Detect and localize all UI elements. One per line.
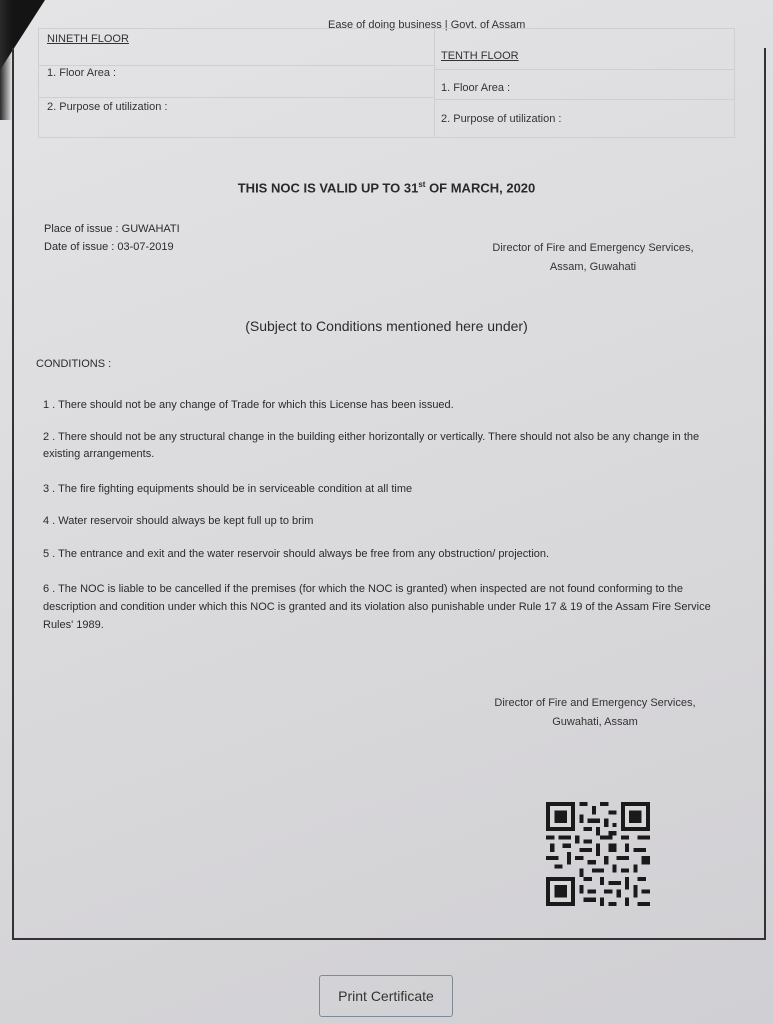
validity-suffix: OF MARCH, 2020 <box>425 180 536 196</box>
condition-item: 1 . There should not be any change of Trade for which this License has been issued. <box>43 399 454 411</box>
photo-shadow-edge <box>0 0 12 120</box>
condition-item: 6 . The NOC is liable to be cancelled if the premises (for which the NOC is granted) when inspected are not found conforming to the description and condition under which this NOC is granted and its violation also punishable under Rule 17 & 19 of the Assam Fire Service Rules' 1989. <box>43 583 711 631</box>
print-certificate-button[interactable]: Print Certificate <box>319 975 453 1017</box>
signature-block-top <box>478 239 708 277</box>
conditions-title: CONDITIONS : <box>36 358 112 370</box>
date-of-issue: Date of issue : 03-07-2019 <box>44 241 174 253</box>
tenth-floor-purpose-label: 2. Purpose of utilization : <box>441 113 562 125</box>
condition-item: 2 . There should not be any structural change in the building either horizontally or vertically. There should not also be any change in the existing arrangements. <box>43 431 700 460</box>
signature-top-line1: Director of Fire and Emergency Services, <box>492 242 694 254</box>
page-header: Ease of doing business | Govt. of Assam <box>328 19 526 31</box>
validity-sup: st <box>418 180 426 189</box>
signature-bottom-line2: Guwahati, Assam <box>552 716 638 728</box>
condition-item: 3 . The fire fighting equipments should be in serviceable condition at all time <box>43 483 413 495</box>
subject-line: (Subject to Conditions mentioned here under) <box>245 318 528 334</box>
nineth-floor-area-label: 1. Floor Area : <box>47 67 117 79</box>
validity-statement <box>0 180 773 195</box>
nineth-floor-purpose-label: 2. Purpose of utilization : <box>47 101 168 113</box>
condition-item: 5 . The entrance and exit and the water reservoir should always be free from any obstruction/ projection. <box>43 548 550 560</box>
nineth-floor-title: NINETH FLOOR <box>47 33 129 45</box>
signature-bottom-line1: Director of Fire and Emergency Services, <box>494 697 696 709</box>
signature-top-line2: Assam, Guwahati <box>549 261 637 273</box>
issue-info <box>44 220 180 256</box>
signature-block-bottom <box>480 694 710 732</box>
place-of-issue: Place of issue : GUWAHATI <box>44 223 180 235</box>
tenth-floor-area-label: 1. Floor Area : <box>441 82 511 94</box>
condition-item: 4 . Water reservoir should always be kept full up to brim <box>43 515 314 527</box>
validity-prefix: THIS NOC IS VALID UP TO 31 <box>237 180 419 196</box>
tenth-floor-title: TENTH FLOOR <box>441 50 519 62</box>
qr-code-icon <box>546 802 650 906</box>
